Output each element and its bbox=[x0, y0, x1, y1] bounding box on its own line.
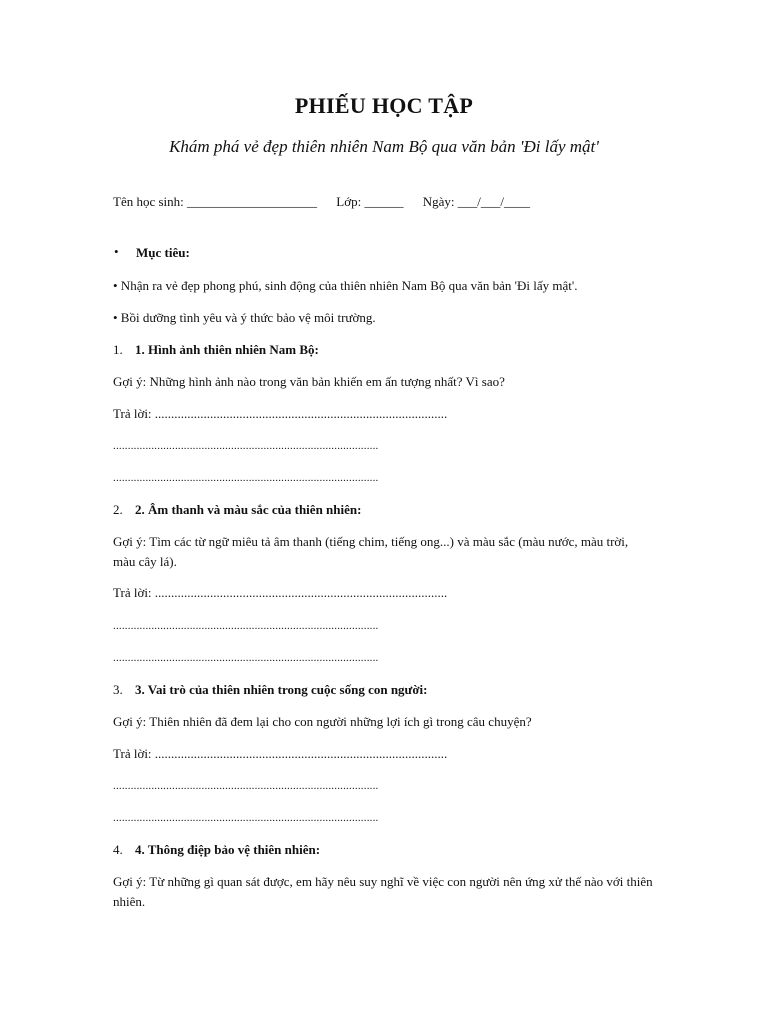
objectives-heading: Mục tiêu: bbox=[136, 245, 190, 260]
question-4-hint: Gợi ý: Từ những gì quan sát được, em hãy nêu suy nghĩ về việc con người nên ứng xử thế nào với thiên nhiên. bbox=[113, 874, 653, 909]
student-name-field[interactable]: Tên học sinh: ____________________ bbox=[113, 194, 318, 209]
question-number: 2. bbox=[113, 502, 123, 517]
question-3-answer[interactable]: Trả lời: .......................................................................................... bbox=[113, 746, 448, 761]
objective-bullet: • bbox=[114, 244, 119, 259]
question-1-hint: Gợi ý: Những hình ảnh nào trong văn bản khiến em ấn tượng nhất? Vì sao? bbox=[113, 374, 505, 389]
date-field[interactable]: Ngày: ___/___/____ bbox=[422, 194, 530, 209]
class-field[interactable]: Lớp: ______ bbox=[336, 194, 404, 209]
question-1-heading bbox=[113, 342, 319, 358]
question-title: 4. Thông điệp bảo vệ thiên nhiên: bbox=[135, 842, 321, 857]
objective-item-1: • Nhận ra vẻ đẹp phong phú, sinh động của thiên nhiên Nam Bộ qua văn bản 'Đi lấy mật'. bbox=[113, 278, 578, 293]
question-1-answer[interactable]: Trả lời: .......................................................................................... bbox=[113, 406, 448, 421]
question-2-heading bbox=[113, 502, 361, 518]
worksheet-subtitle: Khám phá vẻ đẹp thiên nhiên Nam Bộ qua văn bản 'Đi lấy mật' bbox=[169, 137, 599, 156]
answer-line[interactable]: .......................................................................................... bbox=[113, 472, 379, 484]
answer-line[interactable]: .......................................................................................... bbox=[113, 652, 379, 664]
answer-line[interactable]: .......................................................................................... bbox=[113, 620, 379, 632]
question-3-hint: Gợi ý: Thiên nhiên đã đem lại cho con người những lợi ích gì trong câu chuyện? bbox=[113, 714, 532, 729]
answer-line[interactable]: .......................................................................................... bbox=[113, 780, 379, 792]
objective-item-2: • Bồi dưỡng tình yêu và ý thức bảo vệ môi trường. bbox=[113, 310, 376, 325]
question-number: 1. bbox=[113, 342, 123, 357]
question-4-heading bbox=[113, 842, 320, 858]
student-info-row bbox=[113, 194, 546, 210]
worksheet-title: PHIẾU HỌC TẬP bbox=[294, 93, 474, 118]
question-2-answer[interactable]: Trả lời: .......................................................................................... bbox=[113, 585, 448, 600]
question-title: 2. Âm thanh và màu sắc của thiên nhiên: bbox=[135, 502, 362, 517]
question-number: 3. bbox=[113, 682, 123, 697]
question-3-heading bbox=[113, 682, 428, 698]
question-title: 1. Hình ảnh thiên nhiên Nam Bộ: bbox=[135, 342, 319, 357]
question-2-hint: Gợi ý: Tìm các từ ngữ miêu tả âm thanh (tiếng chim, tiếng ong...) và màu sắc (màu nước, màu trời, màu cây lá). bbox=[113, 534, 629, 569]
answer-line[interactable]: .......................................................................................... bbox=[113, 440, 379, 452]
question-title: 3. Vai trò của thiên nhiên trong cuộc sống con người: bbox=[135, 682, 428, 697]
answer-line[interactable]: .......................................................................................... bbox=[113, 812, 379, 824]
question-number: 4. bbox=[113, 842, 123, 857]
